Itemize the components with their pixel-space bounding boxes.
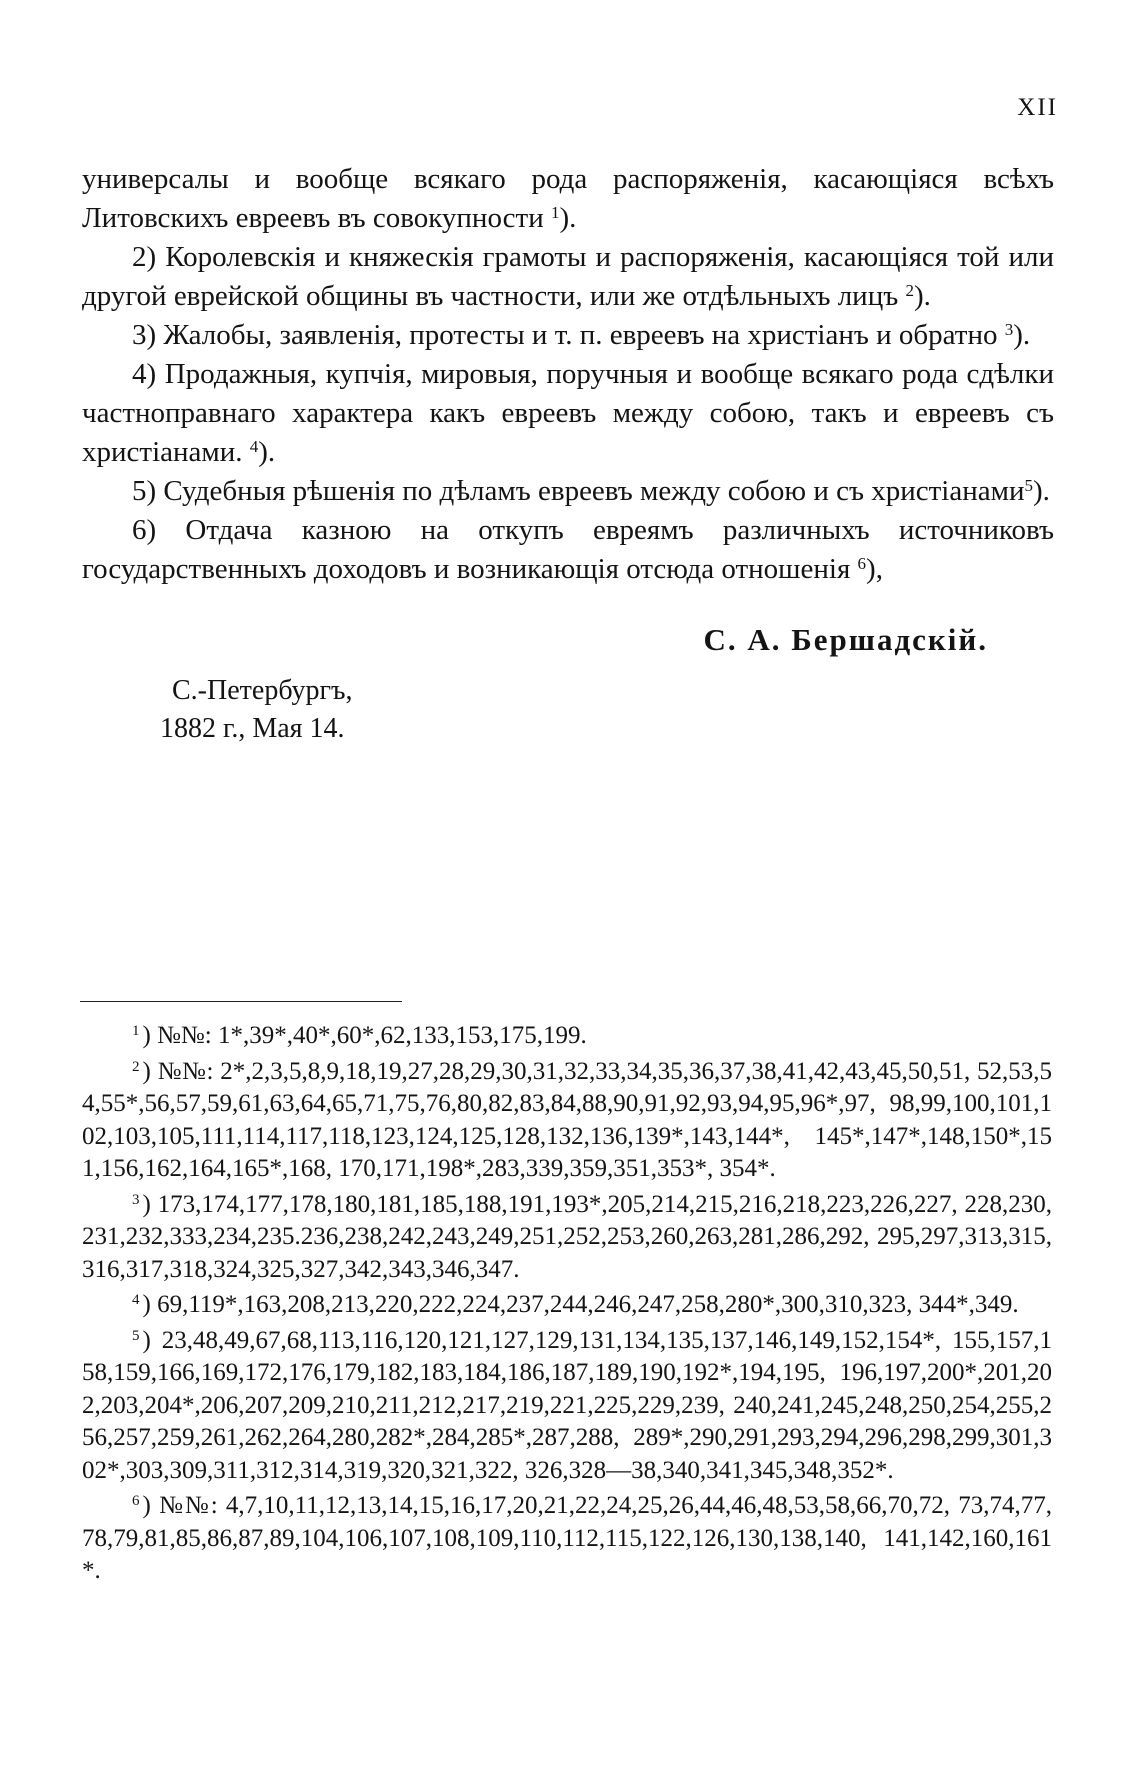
footnote-mark: 4 — [132, 1292, 140, 1308]
footnote-6: $^6$ ) №№: 4,7,10,11,12,13,14,15,16,17,20,21,22,24,25,26,44,46,48,53,58,66,70,72, 73,74,77,78,79,81,85,86,87,89,104,106,107,108,109,110,112,115,122,126,130,138,140, 141,142,160,161*. — [82, 1492, 1052, 1584]
footnote-divider — [80, 1001, 402, 1002]
paragraph-3: 3) Жалобы, заявленія, протесты и т. п. евреевъ на христіанъ и обратно $^3$). — [132, 319, 1031, 351]
footnote-mark: 6 — [132, 1493, 140, 1509]
page-number: XII — [1017, 94, 1058, 121]
footnote-mark: 3 — [132, 1191, 140, 1208]
footnote-ref: 4 — [249, 437, 259, 456]
paragraph-1: универсалы и вообще всякаго рода распоряженія, касающіяся всѣхъ Литовскихъ евреевъ въ совокупности $^1$). — [82, 163, 1054, 234]
footnote-mark: 5 — [132, 1327, 140, 1344]
footnote-ref: 6 — [857, 554, 867, 573]
paragraph-5: 5) Судебныя рѣшенія по дѣламъ евреевъ между собою и съ христіанами$^5$). — [132, 475, 1050, 507]
footnote-mark: 2 — [132, 1058, 140, 1075]
footnote-ref: 2 — [905, 281, 914, 300]
footnote-1: $^1$ ) №№: 1*,39*,40*,60*,62,133,153,175,199. — [132, 1022, 587, 1049]
place: С.-Петербургъ, — [172, 675, 353, 706]
date: 1882 г., Мая 14. — [160, 713, 345, 744]
paragraph-6: 6) Отдача казною на откупъ евреямъ различныхъ источниковъ государственныхъ доходовъ и возникающія отсюда отношенія $^6$), — [82, 514, 1054, 585]
footnote-2: $^2$ ) №№: 2*,2,3,5,8,9,18,19,27,28,29,30,31,32,33,34,35,36,37,38,41,42,43,45,50,51, 52,53,54,55*,56,57,59,61,63,64,65,71,75,76,80,82,83,84,88,90,91,92,93,94,95,96*,97, 98,99,100,101,102,103,105,111,114,117,118,123,124,125,128,132,136,139*,143,144*, 145*,147*,148,150*,151,156,162,164,165*,168, 170,171,198*,283,339,359,351,353*, 354*. — [82, 1057, 1052, 1182]
paragraph-2: 2) Королевскія и княжескія грамоты и распоряженія, касающіяся той или другой еврейской общины въ частности, или же отдѣльныхъ лицъ $^2$). — [82, 241, 1054, 312]
footnotes — [82, 1020, 1052, 1591]
main-text — [82, 160, 1054, 589]
place-date — [160, 672, 352, 748]
footnote-ref: 3 — [1004, 320, 1014, 339]
footnote-ref: 5 — [1024, 476, 1033, 495]
author-signature: С. А. Бершадскій. — [703, 622, 988, 657]
footnote-4: $^4$ ) 69,119*,163,208,213,220,222,224,237,244,246,247,258,280*,300,310,323, 344*,349. — [132, 1291, 1019, 1318]
paragraph-4: 4) Продажныя, купчія, мировыя, поручныя и вообще всякаго рода сдѣлки частноправнаго характера какъ евреевъ между собою, такъ и евреевъ съ христіанами. $^4$). — [82, 358, 1054, 468]
footnote-mark: 1 — [132, 1023, 140, 1039]
footnote-5: $^5$ ) 23,48,49,67,68,113,116,120,121,127,129,131,134,135,137,146,149,152,154*, 155,157,158,159,166,169,172,176,179,182,183,184,186,187,189,190,192*,194,195, 196,197,200*,201,202,203,204*,206,207,209,210,211,212,217,219,221,225,229,239, 240,241,245,248,250,254,255,256,257,259,261,262,264,280,282*,284,285*,287,288, 289*,290,291,293,294,296,298,299,301,302*,303,309,311,312,314,319,320,321,322, 326,328—38,340,341,345,348,352*. — [82, 1326, 1052, 1484]
footnote-ref: 1 — [550, 203, 560, 222]
footnote-3: $^3$ ) 173,174,177,178,180,181,185,188,191,193*,205,214,215,216,218,223,226,227, 228,230,231,232,333,234,235.236,238,242,243,249,251,252,253,260,263,281,286,292, 295,297,313,315,316,317,318,324,325,327,342,343,346,347. — [82, 1190, 1052, 1283]
